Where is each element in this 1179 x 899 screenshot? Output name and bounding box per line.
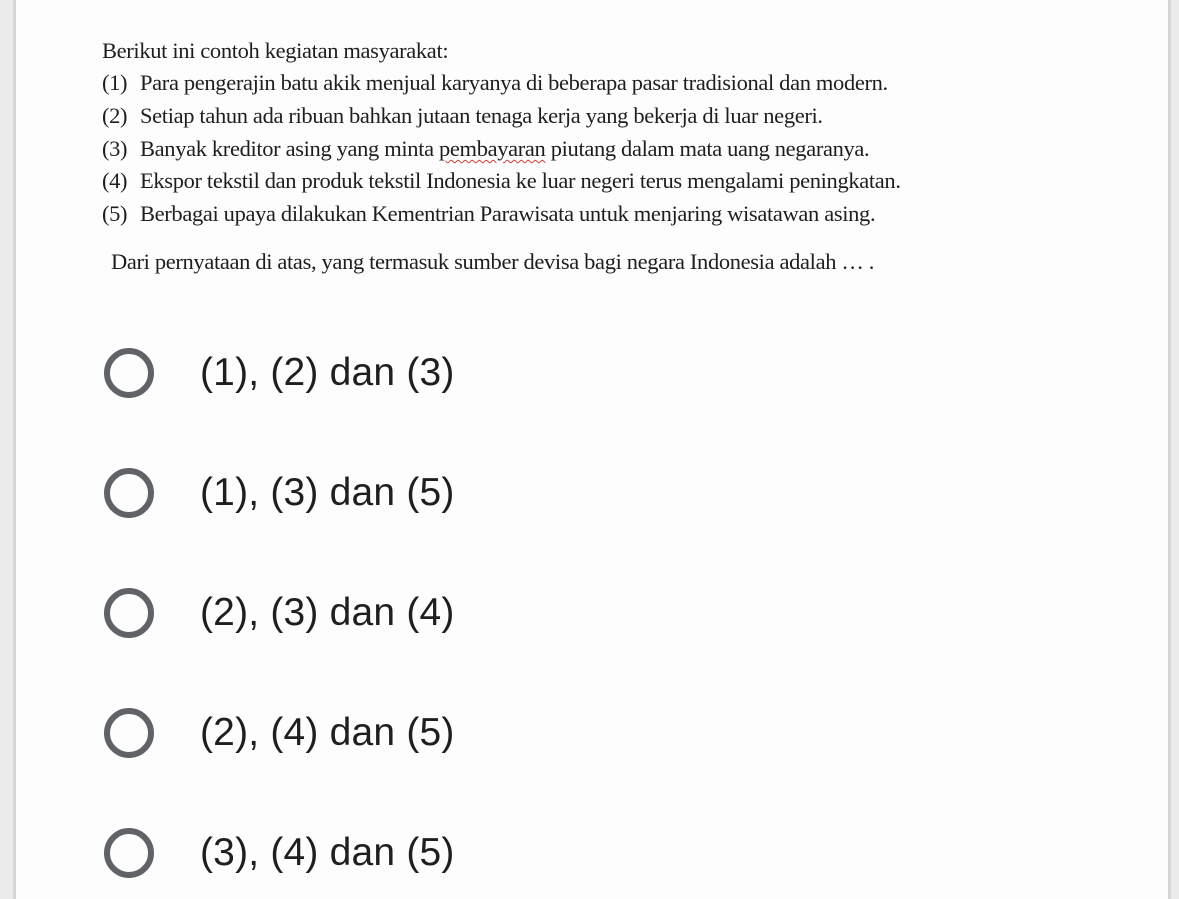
statement-number: (3) bbox=[102, 136, 128, 161]
radio-unchecked-icon[interactable] bbox=[104, 708, 154, 758]
statement-text: Setiap tahun ada ribuan bahkan jutaan tenaga kerja yang bekerja di luar negeri. bbox=[140, 103, 823, 128]
statement-number: (4) bbox=[102, 168, 128, 193]
statement-3 bbox=[102, 135, 869, 163]
option-5[interactable] bbox=[104, 823, 455, 883]
statement-2 bbox=[102, 102, 823, 130]
option-3[interactable] bbox=[104, 583, 455, 643]
statement-4 bbox=[102, 167, 901, 195]
option-label[interactable]: (1), (2) dan (3) bbox=[200, 351, 455, 394]
question-prompt: Dari pernyataan di atas, yang termasuk sumber devisa bagi negara Indonesia adalah … . bbox=[111, 249, 875, 274]
statement-text: Para pengerajin batu akik menjual karyanya di beberapa pasar tradisional dan modern. bbox=[140, 70, 888, 95]
statement-5 bbox=[102, 200, 875, 228]
option-label[interactable]: (1), (3) dan (5) bbox=[200, 471, 455, 514]
option-4[interactable] bbox=[104, 703, 455, 763]
option-label[interactable]: (2), (3) dan (4) bbox=[200, 591, 455, 634]
option-label[interactable]: (2), (4) dan (5) bbox=[200, 711, 455, 754]
question-image bbox=[16, 0, 1168, 300]
option-label[interactable]: (3), (4) dan (5) bbox=[200, 831, 455, 874]
statement-text-after: piutang dalam mata uang negaranya. bbox=[545, 136, 870, 161]
statement-1 bbox=[102, 69, 888, 97]
statement-text: Ekspor tekstil dan produk tekstil Indonesia ke luar negeri terus mengalami peningkatan. bbox=[140, 168, 901, 193]
radio-unchecked-icon[interactable] bbox=[104, 828, 154, 878]
statement-number: (1) bbox=[102, 70, 128, 95]
radio-unchecked-icon[interactable] bbox=[104, 348, 154, 398]
radio-unchecked-icon[interactable] bbox=[104, 588, 154, 638]
statement-text: Berbagai upaya dilakukan Kementrian Parawisata untuk menjaring wisatawan asing. bbox=[140, 201, 876, 226]
statement-number: (2) bbox=[102, 103, 128, 128]
option-2[interactable] bbox=[104, 463, 455, 523]
statement-text-before: Banyak kreditor asing yang minta bbox=[140, 136, 440, 161]
statement-number: (5) bbox=[102, 201, 128, 226]
radio-unchecked-icon[interactable] bbox=[104, 468, 154, 518]
option-1[interactable] bbox=[104, 343, 455, 403]
spellcheck-flagged-word: pembayaran bbox=[439, 136, 546, 161]
question-card bbox=[13, 0, 1171, 899]
question-intro: Berikut ini contoh kegiatan masyarakat: bbox=[102, 38, 449, 63]
